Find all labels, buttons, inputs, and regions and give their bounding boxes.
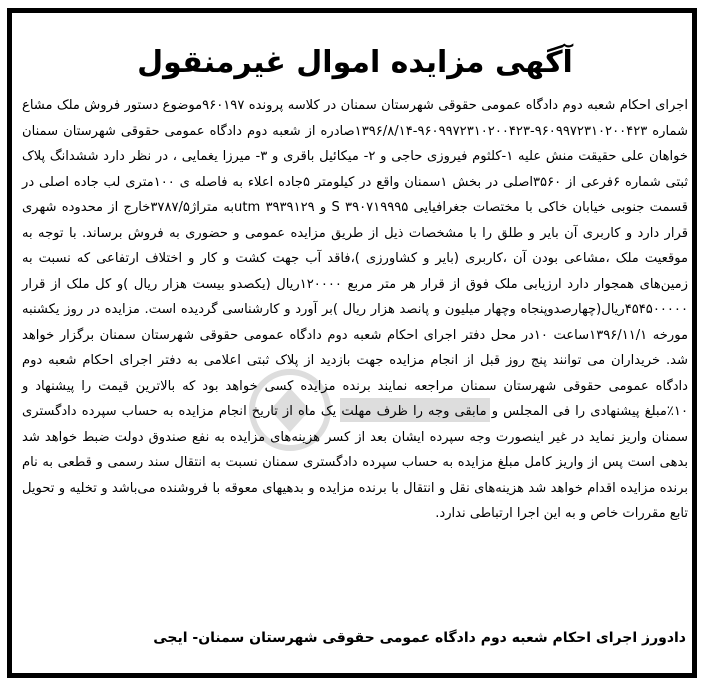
notice-body	[22, 93, 688, 527]
notice-signature: دادورز اجرای احکام شعبه دوم دادگاه عمومی حقوقی شهرستان سمنان- ایجی	[153, 630, 686, 646]
notice-title: آگهی مزایده اموال غیرمنقول	[137, 45, 573, 80]
notice-body-paragraph: اجرای احکام شعبه دوم دادگاه عمومی حقوقی شهرستان سمنان در کلاسه پرونده ۹۶۰۱۹۷موضوع دستور فروش ملک مشاع شماره ۹۶۰۹۹۷۲۳۱۰۲۰۰۴۲۳-۹۶۰۹۹۷۲۳۱۰۲۰۰۴۲۳-۱۳۹۶/۸/۱۴صادره از شعبه دوم دادگاه عمومی حقوقی شهرستان سمنان خواهان علی حقیقت منش علیه ۱-کلثوم فیروزی حاجی و ۲- میکائیل باقری و ۳- میرزا یغمایی ، در نظر دارد ششدانگ پلاک ثبتی شماره ۶فرعی از ۳۵۶۰اصلی در بخش ۱سمنان واقع در کیلومتر ۵جاده اعلاء به فاصله ی ۱۰۰متری لب جاده اصلی در قسمت جنوبی خیابان خاکی با مختصات جغرافیایی S ۳۹۰۷۱۹۹۹۵ و utm ۳۹۳۹۱۲۹به متراژ۳۷۸۷/۵خارج از محدوده شهری قرار دارد و کاربری آن بایر و طلق را با مشخصات ذیل از طریق مزایده عمومی و حضوری به فروش برساند. با توجه به موقعیت ملک ،مشاعی بودن آن ،کاربری (بایر و کشاورزی )،فاقد آب جهت کشت و کار و اختلاف ارتفاعی که نسبت به زمین‌های همجوار دارد ارزیابی ملک فوق از قرار هر متر مربع ۱۲۰۰۰۰ریال (یکصدو بیست هزار ریال )و کل ملک از قرار ۴۵۴۵۰۰۰۰۰ریال(چهارصدوپنجاه وچهار میلیون و پانصد هزار ریال )بر آورد و کارشناسی گردیده است. مزایده در روز یکشنبه مورخه ۱۳۹۶/۱۱/۱ساعت ۱۰در محل دفتر اجرای احکام شعبه دوم دادگاه عمومی حقوقی شهرستان سمنان برگزار خواهد شد. خریداران می توانند پنج روز قبل از انجام مزایده جهت بازدید از پلاک ثبتی اعلامی به دفتر اجرای احکام شعبه دوم دادگاه عمومی حقوقی شهرستان سمنان مراجعه نمایند برنده مزایده کسی خواهد بود که بالاترین قیمت را پیشنهاد و ۱۰٪مبلغ پیشنهادی را فی المجلس و مابقی وجه را ظرف مهلت یک ماه از تاریخ انجام مزایده به حساب سپرده دادگستری سمنان واریز نماید در غیر اینصورت وجه سپرده ایشان بعد از کسر هزینه‌های مزایده به نفع صندوق دولت ضبط خواهد شد بدهی است پس از واریز کامل مبلغ مزایده به حساب سپرده دادگستری سمنان نسبت به انتقال سند رسمی و قطعی به نام برنده مزایده اقدام خواهد شد هزینه‌های نقل و انتقال با برنده مزایده و بدهیهای معوقه با فروشنده می‌باشد و تخلیه و تحویل تابع مقررات خاص و به این اجرا ارتباطی ندارد.	[22, 98, 689, 521]
